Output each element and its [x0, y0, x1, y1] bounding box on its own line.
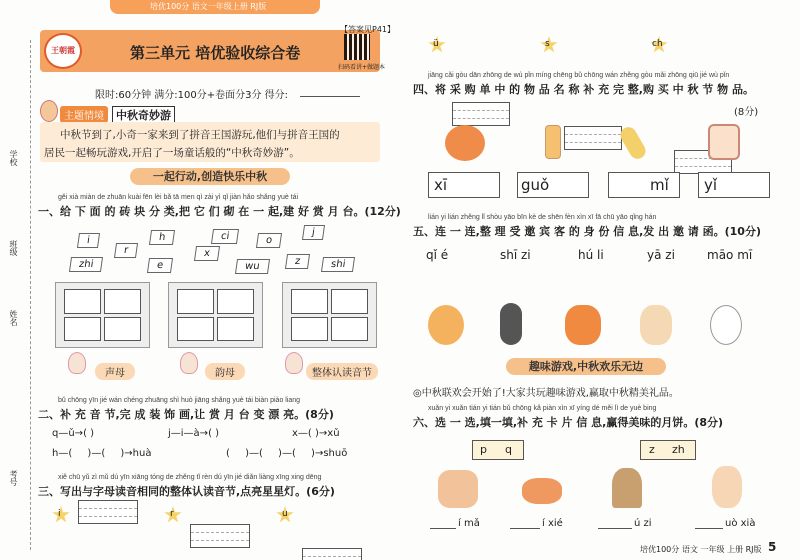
q2-text: 二、补 充 音 节,完 成 装 饰 画,让 赏 月 台 变 漂 亮。(8分) [38, 408, 334, 421]
q1-tag[interactable]: wu [235, 259, 270, 274]
header-strip-text: 培优100分 语文一年级上册 RJ版 [150, 2, 267, 11]
q1-tag[interactable]: i [77, 233, 100, 248]
q3-answer-box[interactable] [78, 500, 138, 524]
q6-blank[interactable] [510, 528, 540, 529]
q1-pinyin: gěi xià miàn de zhuān kuài fēn lèi bǎ tā men qì zài yì qǐ jiàn hǎo shǎng yuè tái [58, 194, 299, 201]
q6-blank[interactable] [598, 528, 632, 529]
q3-letter: r [170, 509, 174, 519]
q1-text: 一、给 下 面 的 砖 块 分 类,把 它 们 砌 在 一 起,建 好 赏 月 台。(12分) [38, 205, 401, 218]
q3-pinyin: xiě chū yǔ zì mǔ dú yīn xiāng tóng de zhěng tǐ rèn dú yīn jié diǎn liàng xīng xing dēng [58, 474, 322, 481]
score-blank[interactable] [300, 96, 360, 97]
penguin-icon[interactable] [500, 303, 522, 345]
q5-name[interactable]: hú li [578, 248, 604, 262]
q1-tag[interactable]: shi [321, 257, 355, 272]
q6-pinyin: xuǎn yi xuǎn tián yi tián bǔ chōng kǎ piàn xìn xī yíng dé měi lì de yuè bing [428, 405, 657, 412]
section-1-title: 一起行动,创造快乐中秋 [130, 168, 290, 185]
star-lamp-icon [52, 506, 70, 524]
answer-ref: 【答案见P41】 [340, 25, 396, 34]
footer-left: 培优100分 [640, 545, 680, 554]
q2-item[interactable]: h—( )—( )→huà [52, 448, 152, 459]
q5-name[interactable]: qǐ é [426, 248, 449, 262]
q5-text: 五、连 一 连,整 理 受 邀 宾 客 的 身 份 信 息,发 出 邀 请 函。(10分) [413, 225, 761, 238]
page-number: 5 [768, 540, 777, 554]
q6-answer: ú zi [634, 518, 652, 529]
q3-letter: i [58, 509, 61, 519]
binding-line [30, 40, 31, 550]
lion-icon[interactable] [428, 305, 464, 345]
section-2-title: 趣味游戏,中秋欢乐无边 [506, 358, 666, 375]
q1-wall-2 [168, 282, 263, 348]
q4-card[interactable] [608, 172, 680, 198]
q5-pinyin: lián yi lián zhěng lǐ shòu yāo bīn kè de shēn fèn xìn xī fā chū yāo qǐng hán [428, 214, 657, 221]
bottle-icon [545, 125, 561, 159]
q1-tag[interactable]: o [256, 233, 282, 248]
q3-letter: ch [652, 39, 663, 49]
girl-reading-icon [712, 466, 742, 508]
q1-tag[interactable]: zhi [69, 257, 103, 272]
q2-item[interactable]: q—ǔ→( ) [52, 428, 95, 439]
q1-tag[interactable]: r [114, 243, 138, 258]
qr-code [344, 34, 370, 60]
q2-item[interactable]: ( )—( )—( )→shuō [226, 448, 348, 459]
q4-pinyin: jiāng cǎi gòu dān zhōng de wù pǐn míng chēng bǔ chōng wán zhěng gòu mǎi zhōng qiū jié wù pǐn [428, 72, 730, 79]
q6-blank[interactable] [430, 528, 456, 529]
corn-icon [618, 124, 649, 161]
shoes-icon [522, 478, 562, 504]
q1-label-initials: 声母 [95, 363, 135, 380]
logo: 王朝霞 [44, 33, 82, 69]
q4-item: xī [434, 176, 448, 194]
margin-label-2: 班级 [9, 240, 18, 256]
q3-answer-box[interactable] [452, 102, 510, 126]
theme-text-2: 居民一起畅玩游戏,开启了一场童话般的“中秋奇妙游”。 [44, 147, 300, 159]
pomegranate-icon [445, 125, 485, 161]
q6-blank[interactable] [695, 528, 723, 529]
rabbit-icon [285, 352, 303, 374]
margin-label-1: 学校 [9, 150, 18, 166]
margin-label-4: 考号 [9, 470, 18, 486]
exam-info: 限时:60分钟 满分:100分+卷面分3分 得分: [95, 90, 289, 101]
q6-answer: í xié [542, 518, 563, 529]
q3-letter: ü [433, 39, 439, 49]
q1-label-finals: 韵母 [205, 363, 245, 380]
q4-item: guǒ [521, 176, 550, 194]
duck-icon[interactable] [710, 305, 742, 345]
fox-icon[interactable] [565, 305, 601, 345]
footer-mid: 语文 一年级 上册 RJ版 [682, 545, 762, 554]
horse-rider-icon [438, 470, 478, 508]
q5-name[interactable]: shī zi [500, 248, 531, 262]
q1-tag[interactable]: z [285, 254, 310, 269]
q2-item[interactable]: x—( )→xǔ [292, 428, 340, 439]
q4-item: mǐ [650, 176, 669, 194]
q1-tag[interactable]: e [147, 258, 173, 273]
chair-icon [708, 124, 740, 160]
q6-text: 六、选 一 选,填一填,补 充 卡 片 信 息,赢得美味的月饼。(8分) [413, 416, 724, 429]
q1-tag[interactable]: ci [211, 229, 239, 244]
q4-item: yǐ [704, 176, 718, 194]
intro-text: ◎中秋联欢会开始了!大家共玩趣味游戏,赢取中秋精美礼品。 [413, 388, 679, 399]
q1-wall-1 [55, 282, 150, 348]
q3-letter: s [545, 39, 550, 49]
cat-icon[interactable] [640, 305, 672, 345]
qr-caption: 扫码看讲+做题本 [338, 64, 386, 71]
theme-title: 中秋奇妙游 [112, 106, 175, 124]
q6-choice[interactable]: q [505, 443, 512, 456]
q3-answer-box[interactable] [190, 524, 250, 548]
q6-answer: í mǎ [458, 518, 480, 529]
q1-wall-3 [282, 282, 377, 348]
q1-tag[interactable]: x [194, 246, 220, 261]
coconut-tree-icon [612, 468, 642, 508]
unit-title: 第三单元 培优验收综合卷 [130, 44, 301, 62]
q6-choice[interactable]: zh [672, 443, 685, 456]
q6-choice[interactable]: z [649, 443, 655, 456]
q3-answer-box[interactable] [564, 126, 622, 150]
q4-text: 四、将 采 购 单 中 的 物 品 名 称 补 充 完 整,购 买 中 秋 节 物 品。 [413, 83, 754, 96]
q1-label-whole: 整体认读音节 [306, 363, 378, 380]
q3-letter: u [282, 509, 288, 519]
q2-pinyin: bǔ chōng yīn jié wán chéng zhuāng shì huò jiāng shǎng yuè tái biàn piào liang [58, 397, 301, 404]
q2-item[interactable]: j—i—à→( ) [168, 428, 220, 439]
q5-name[interactable]: māo mī [707, 248, 753, 262]
q6-answer: uò xià [725, 518, 756, 529]
q6-choice[interactable]: p [480, 443, 487, 456]
q3-answer-box[interactable] [302, 548, 362, 560]
boy-avatar [40, 100, 58, 122]
rabbit-icon [180, 352, 198, 374]
q3-text: 三、写出与字母读音相同的整体认读音节,点亮星星灯。(6分) [38, 485, 335, 498]
q1-tag[interactable]: h [149, 230, 175, 245]
q4-score: (8分) [734, 107, 759, 118]
theme-label: 主题情境 [60, 106, 108, 123]
q1-tag[interactable]: j [302, 225, 325, 240]
rabbit-icon [68, 352, 86, 374]
theme-text-1: 中秋节到了,小奇一家来到了拼音王国游玩,他们与拼音王国的 [60, 129, 340, 141]
q5-name[interactable]: yā zi [647, 248, 675, 262]
margin-label-3: 姓名 [9, 310, 18, 326]
